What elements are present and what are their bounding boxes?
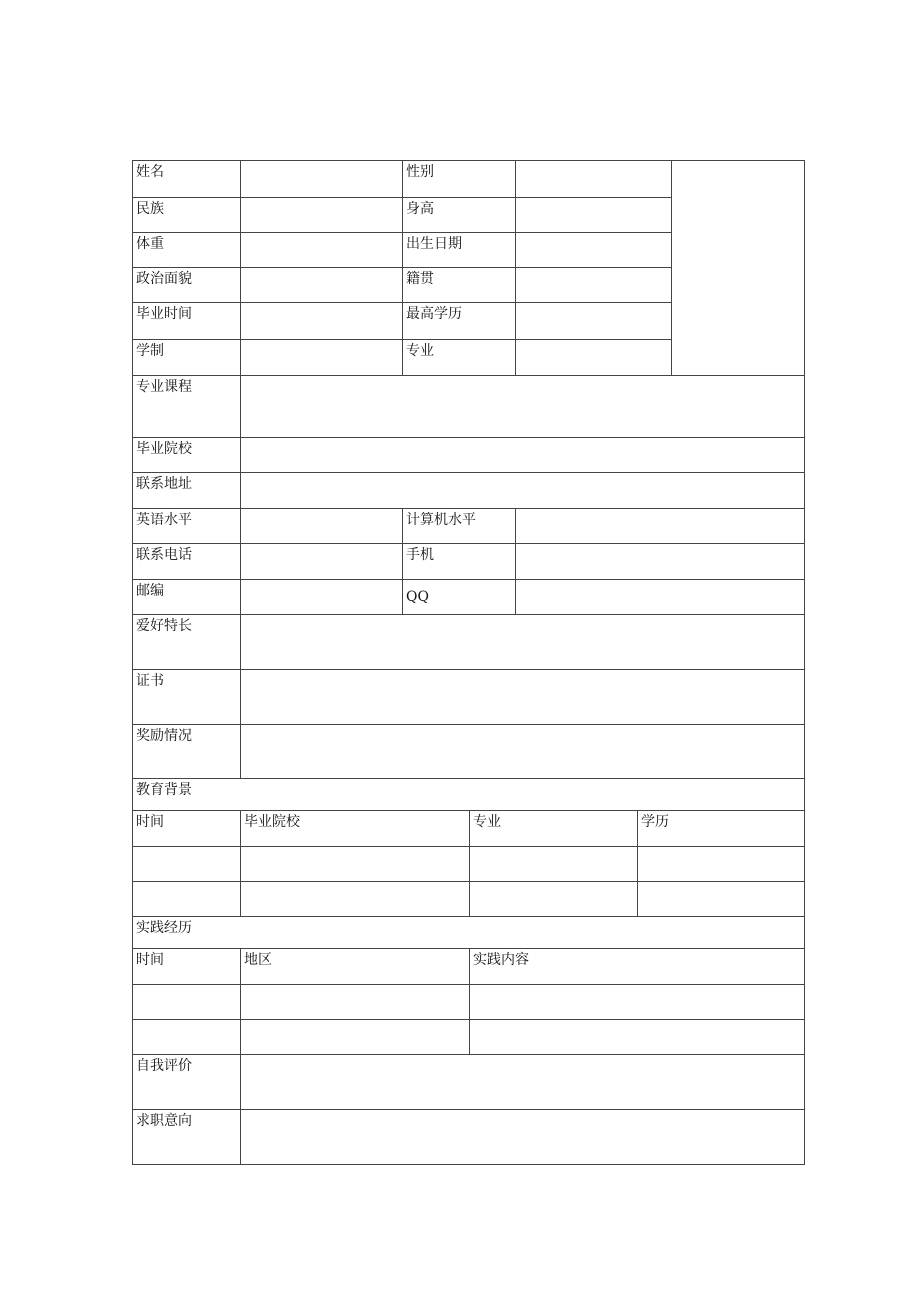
ethnicity-field[interactable] — [240, 197, 402, 232]
edu-row-1-time[interactable] — [132, 846, 240, 881]
label-major: 专业 — [402, 339, 515, 375]
native-place-field[interactable] — [515, 267, 671, 302]
resume-form — [132, 160, 805, 1165]
section-practice-title: 实践经历 — [132, 916, 805, 948]
weight-field[interactable] — [240, 232, 402, 267]
practice-header-time: 时间 — [132, 948, 240, 984]
label-highest-edu: 最高学历 — [402, 302, 515, 339]
label-phone: 联系电话 — [132, 543, 240, 579]
label-self-eval: 自我评价 — [132, 1054, 240, 1109]
major-field[interactable] — [515, 339, 671, 375]
qq-field[interactable] — [515, 579, 805, 614]
mobile-field[interactable] — [515, 543, 805, 579]
label-qq: QQ — [402, 579, 515, 614]
label-postcode: 邮编 — [132, 579, 240, 614]
edu-header-major: 专业 — [469, 810, 637, 846]
practice-row-2-content[interactable] — [469, 1019, 805, 1054]
label-ethnicity: 民族 — [132, 197, 240, 232]
edu-row-2-major[interactable] — [469, 881, 637, 916]
school-field[interactable] — [240, 437, 805, 472]
hobbies-field[interactable] — [240, 614, 805, 669]
practice-row-1-content[interactable] — [469, 984, 805, 1019]
highest-edu-field[interactable] — [515, 302, 671, 339]
label-courses: 专业课程 — [132, 375, 240, 437]
photo-area[interactable] — [671, 160, 805, 375]
label-hobbies: 爱好特长 — [132, 614, 240, 669]
edu-header-degree: 学历 — [637, 810, 805, 846]
practice-row-2-region[interactable] — [240, 1019, 469, 1054]
edu-header-time: 时间 — [132, 810, 240, 846]
edu-row-1-major[interactable] — [469, 846, 637, 881]
birth-date-field[interactable] — [515, 232, 671, 267]
label-politics: 政治面貌 — [132, 267, 240, 302]
certs-field[interactable] — [240, 669, 805, 724]
label-grad-time: 毕业时间 — [132, 302, 240, 339]
label-native-place: 籍贯 — [402, 267, 515, 302]
label-english: 英语水平 — [132, 508, 240, 543]
grad-time-field[interactable] — [240, 302, 402, 339]
label-computer: 计算机水平 — [402, 508, 515, 543]
english-field[interactable] — [240, 508, 402, 543]
label-address: 联系地址 — [132, 472, 240, 508]
job-intent-field[interactable] — [240, 1109, 805, 1165]
awards-field[interactable] — [240, 724, 805, 778]
practice-header-content: 实践内容 — [469, 948, 805, 984]
politics-field[interactable] — [240, 267, 402, 302]
label-weight: 体重 — [132, 232, 240, 267]
label-birth-date: 出生日期 — [402, 232, 515, 267]
label-awards: 奖励情况 — [132, 724, 240, 778]
computer-field[interactable] — [515, 508, 805, 543]
label-job-intent: 求职意向 — [132, 1109, 240, 1165]
phone-field[interactable] — [240, 543, 402, 579]
section-education-title: 教育背景 — [132, 778, 805, 810]
gender-field[interactable] — [515, 160, 671, 197]
edu-row-2-degree[interactable] — [637, 881, 805, 916]
edu-row-1-school[interactable] — [240, 846, 469, 881]
practice-row-1-region[interactable] — [240, 984, 469, 1019]
edu-row-2-school[interactable] — [240, 881, 469, 916]
label-height: 身高 — [402, 197, 515, 232]
label-school: 毕业院校 — [132, 437, 240, 472]
address-field[interactable] — [240, 472, 805, 508]
edu-row-2-time[interactable] — [132, 881, 240, 916]
label-name: 姓名 — [132, 160, 240, 197]
practice-header-region: 地区 — [240, 948, 469, 984]
label-certs: 证书 — [132, 669, 240, 724]
name-field[interactable] — [240, 160, 402, 197]
height-field[interactable] — [515, 197, 671, 232]
self-eval-field[interactable] — [240, 1054, 805, 1109]
postcode-field[interactable] — [240, 579, 402, 614]
program-length-field[interactable] — [240, 339, 402, 375]
label-gender: 性别 — [402, 160, 515, 197]
courses-field[interactable] — [240, 375, 805, 437]
edu-header-school: 毕业院校 — [240, 810, 469, 846]
practice-row-2-time[interactable] — [132, 1019, 240, 1054]
label-mobile: 手机 — [402, 543, 515, 579]
practice-row-1-time[interactable] — [132, 984, 240, 1019]
label-program-length: 学制 — [132, 339, 240, 375]
edu-row-1-degree[interactable] — [637, 846, 805, 881]
